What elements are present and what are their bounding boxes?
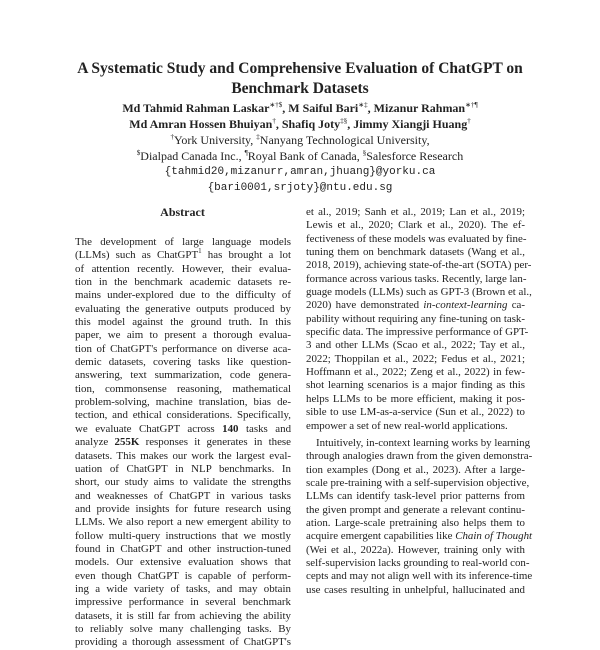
text-line: datasets. This makes our work the largest eval- [75, 449, 291, 462]
affiliation-marker: ¶ [244, 149, 248, 157]
text-line: paper, we aim to present a thorough evalua- [75, 329, 291, 342]
text-line: The development of large language models [75, 236, 291, 248]
text-line: Lewis et al., 2020; Clark et al., 2020). The ef- [306, 219, 525, 232]
text-span: 140 [222, 422, 239, 435]
text-line: tion, commonsense reasoning, mathematical [75, 382, 291, 395]
text-line: Hoffmann et al., 2022; Zeng et al., 2022) in few- [306, 366, 525, 379]
affiliation-marker: § [362, 149, 367, 157]
emails [0, 165, 600, 196]
text-line: Intuitively, in-context learning works by learning [316, 436, 531, 449]
text-line: tuning them on benchmark datasets (Wang et al., [306, 246, 525, 259]
affiliation-name: Dialpad Canada Inc., [140, 149, 245, 163]
text-line: tion examples (Dong et al., 2023). After a large- [306, 463, 525, 476]
text-line: 2022; Thoppilan et al., 2022; Fedus et al., 2021; [306, 352, 525, 365]
paper-title [0, 59, 600, 99]
text-span: (LLMs) such as ChatGPT [75, 249, 199, 262]
text-line: pability without requiring any fine-tuning on task- [306, 312, 525, 325]
text-line: mains under-explored due to the difficulty of [75, 289, 291, 302]
text-span: 255K [114, 436, 140, 449]
email-line: {bari0001,srjoty}@ntu.edu.sg [207, 181, 393, 194]
body-text-column [306, 206, 533, 597]
text-span: we evaluate ChatGPT across [75, 422, 223, 435]
text-line: impressive performance in several benchmark [75, 596, 291, 609]
text-span: Chain of Thought [455, 530, 533, 543]
text-line: cepts and may not align well with its inference-time [306, 570, 533, 583]
text-line: (Wei et al., 2022a). However, training only with [306, 543, 525, 556]
text-line: to reliably solve many challenging tasks. By [75, 622, 291, 635]
text-span: has brought a lot [201, 249, 291, 262]
author-name: , Mizanur Rahman [367, 101, 466, 115]
text-line: of attention recently. However, their evalua- [75, 262, 291, 275]
text-span: 2020) have demonstrated [306, 299, 424, 312]
text-line: this model against the ground truth. In this [75, 316, 291, 329]
text-line: through analogies drawn from the given demonstra- [306, 450, 533, 463]
text-line: and provide insights for future research using [75, 502, 291, 515]
text-line: 2018, 2019), achieving state-of-the-art (SOTA) per- [306, 259, 532, 272]
abstract-heading: Abstract [160, 205, 205, 219]
text-line [306, 299, 525, 312]
text-line: shot learning scenarios is a major finding as this [306, 379, 525, 392]
footnote-marker: 1 [198, 247, 202, 256]
affiliation-name: Nanyang Technological University, [259, 133, 430, 147]
text-line: datasets, it is still far from achieving the ability [75, 609, 291, 622]
affiliation-marker: $ [136, 149, 141, 157]
author-line [0, 116, 600, 132]
text-span: tasks and [238, 422, 292, 435]
text-line [75, 436, 291, 449]
text-span: acquire emergent capabilities like [306, 530, 456, 543]
affiliation-marker: † [272, 117, 276, 125]
text-span: in-context-learning [423, 299, 508, 312]
text-line: the given prompt and generate a relevant continu- [306, 503, 525, 516]
text-line: 3 and other LLMs (Scao et al., 2022; Tay et al., [306, 339, 525, 352]
text-line: scale pre-training with a self-supervision objective, [306, 476, 530, 489]
text-line: follow multi-query instructions that we mostly [75, 529, 291, 542]
title-line-1: A Systematic Study and Comprehensive Evaluation of ChatGPT on [77, 60, 523, 77]
text-line: specific data. The impressive performance of GPT- [306, 326, 529, 339]
text-span: responses it generates in these [139, 436, 291, 449]
affiliation-line [0, 132, 600, 148]
text-line: sible to use LM-as-a-service (Sun et al., 2022) to [306, 406, 525, 419]
text-span: ca- [507, 299, 525, 312]
text-line [75, 249, 291, 262]
affiliation-marker: ‡ [256, 133, 260, 141]
text-line: et al., 2019; Sanh et al., 2019; Lan et al., 2019; [306, 206, 525, 218]
affiliation-name: Salesforce Research [366, 149, 464, 163]
text-line: uation of ChatGPT in NLP benchmarks. In [75, 462, 291, 475]
text-line: even though ChatGPT is capable of perform- [75, 569, 291, 582]
affiliation-name: Royal Bank of Canada, [247, 149, 363, 163]
affiliation-marker: ∗‡ [358, 101, 368, 109]
text-line: problem-solving, machine translation, bias de- [75, 396, 291, 409]
text-line: demic datasets, covering tasks like question- [75, 356, 291, 369]
affiliation-marker: ∗†$ [269, 101, 283, 109]
text-line: tection, and ethical considerations. Specifically, [75, 409, 291, 422]
affiliation-marker: ‡§ [340, 117, 348, 125]
affiliation-marker: ∗†¶ [465, 101, 478, 109]
text-line: found in ChatGPT and other instruction-tuned [75, 542, 291, 555]
text-line: providing a thorough assessment of ChatGPT's [75, 636, 291, 649]
text-line: LLMs. We also report a new emergent ability to [75, 516, 291, 529]
text-line: and weaknesses of ChatGPT in various tasks [75, 489, 291, 502]
text-line: LLMs can identify task-level prior patterns from [306, 490, 525, 503]
text-line: guage models (LLMs) such as GPT-3 (Brown et al., [306, 286, 532, 299]
text-line: formance across various tasks. Recently, large lan- [306, 272, 527, 285]
text-line [75, 423, 291, 436]
text-line: tion in the benchmark academic datasets re- [75, 276, 291, 289]
author-name: , Jimmy Xiangji Huang [347, 117, 468, 131]
text-line: self-supervision lacks grounding to real-world con- [306, 556, 530, 569]
author-name: , Shafiq Joty [275, 117, 341, 131]
author-list [0, 100, 600, 132]
author-name: Md Amran Hossen Bhuiyan [129, 117, 273, 131]
text-line: tion of ChatGPT's performance on diverse aca- [75, 342, 291, 355]
author-line [0, 100, 600, 116]
affiliation-name: York University, [173, 133, 257, 147]
title-line-2: Benchmark Datasets [231, 80, 369, 97]
text-line: use cases resulting in unhelpful, hallucinated and [306, 583, 525, 596]
affiliation-line [0, 148, 600, 164]
text-line: helps LLMs to be more efficient, making it pos- [306, 392, 525, 405]
author-name: , M Saiful Bari [282, 101, 359, 115]
text-line: models. Our extensive evaluation shows that [75, 556, 291, 569]
author-name: Md Tahmid Rahman Laskar [122, 101, 270, 115]
affiliations [0, 132, 600, 164]
affiliation-marker: † [170, 133, 174, 141]
text-line: ation. Large-scale pretraining also helps them to [306, 516, 525, 529]
email-line: {tahmid20,mizanurr,amran,jhuang}@yorku.ca [164, 166, 436, 178]
text-line: empower a set of new real-world applications. [306, 419, 508, 432]
abstract-text [75, 236, 291, 650]
text-line [306, 530, 533, 543]
text-line: fectiveness of these models was evaluated by fine- [306, 232, 527, 245]
text-line: ing a wide variety of tasks, and may obtain [75, 582, 291, 595]
affiliation-marker: † [467, 117, 471, 125]
text-line: answering, text summarization, code genera- [75, 369, 291, 382]
text-line: short, our study aims to validate the strengths [75, 476, 291, 489]
text-line: evaluating the generative outputs produced by [75, 302, 291, 315]
text-span: analyze [75, 436, 115, 449]
